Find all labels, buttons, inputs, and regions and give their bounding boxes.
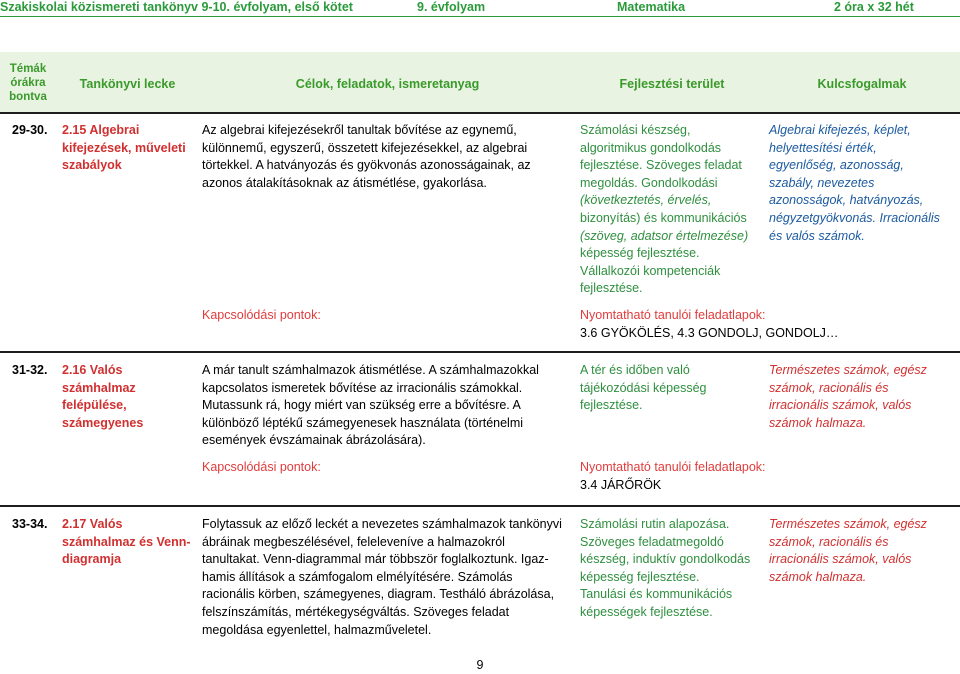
row-number: 33-34.: [12, 517, 48, 531]
page-number: 9: [476, 658, 484, 672]
subject-label: Matematika: [617, 0, 686, 14]
worksheet-items: 3.4 JÁRŐRÖK: [580, 478, 662, 492]
links-label: Kapcsolódási pontok:: [202, 460, 321, 474]
header-col-topics: Témák órákra bontva: [9, 63, 47, 103]
header-col-development: Fejlesztési terület: [619, 77, 725, 91]
goals-text: Az algebrai kifejezésekről tanultak bővítése az egynemű, különnemű, egyszerű, összetett kifejezésekkel, az algebrai törtekkel. A hatványozás és gyökvonás azonosságainak, az azonos átalakításoknak az átismétlése, gyakorlása.: [202, 123, 531, 190]
goals-text: A már tanult számhalmazok átismétlése. A számhalmazokkal kapcsolatos ismeretek bővítése az irracionális számokkal. Mutassunk rá, hogy miért van szükség erre a bővítésre. A különböző léptékű számegyenesek használata (történelmi események évszámainak ábrázolására).: [202, 363, 539, 448]
row-divider: [0, 505, 960, 507]
lesson-title: 2.15 Algebrai kifejezések, műveleti szabályok: [62, 123, 186, 173]
keywords-text: Természetes számok, egész számok, racionális és irracionális számok, valós számok halmaza.: [769, 517, 927, 584]
hours-label: 2 óra x 32 hét: [834, 0, 914, 14]
development-text: A tér és időben való tájékozódási képesség fejlesztése.: [580, 363, 707, 413]
book-title: Szakiskolai közismereti tankönyv 9-10. évfolyam, első kötet: [0, 0, 353, 14]
development-text: Számolási készség, algoritmikus gondolkodás fejlesztése. Szöveges feladat megoldás. Gondolkodási (következtetés, érvelés, bizonyítás) és kommunikációs (szöveg, adatsor értelmezése) képesség fejlesztése. Vállalkozói kompetenciák fejlesztése.: [580, 123, 749, 296]
keywords-text: Természetes számok, egész számok, racionális és irracionális számok, valós számok halmaza.: [769, 363, 927, 430]
row-number: 29-30.: [12, 123, 48, 137]
goals-text: Folytassuk az előző leckét a nevezetes számhalmazok tankönyvi ábráinak megbeszélésével, feleleveníve a halmazokról tanultakat. Venn-diagrammal már többször foglalkoztunk. Igaz- hamis állítások a számfogalom elmélyítésére. Számolás racionális körben, számegyenes, diagram. Testháló ábrázolása, felszínszámítás, mértékegységváltás. Szöveges feladat megoldása egyenlettel, halmazműveletel.: [202, 517, 562, 637]
row-number: 31-32.: [12, 363, 48, 377]
header-col-lesson: Tankönyvi lecke: [79, 77, 176, 91]
document-header: [0, 0, 960, 15]
header-rule: [0, 16, 960, 17]
worksheet-items: 3.6 GYÖKÖLÉS, 4.3 GONDOLJ, GONDOLJ…: [580, 326, 839, 340]
worksheet-label: Nyomtatható tanulói feladatlapok:: [580, 308, 766, 322]
header-divider: [0, 112, 960, 114]
row-divider: [0, 351, 960, 353]
worksheet-label: Nyomtatható tanulói feladatlapok:: [580, 460, 766, 474]
grade-label: 9. évfolyam: [417, 0, 486, 14]
development-text: Számolási rutin alapozása. Szöveges feladatmegoldó készség, induktív gondolkodás képesség fejlesztése. Tanulási és kommunikációs képességek fejlesztése.: [580, 517, 751, 619]
lesson-title: 2.16 Valós számhalmaz felépülése, számegyenes: [62, 363, 144, 430]
lesson-title: 2.17 Valós számhalmaz és Venn- diagramja: [62, 517, 191, 567]
links-label: Kapcsolódási pontok:: [202, 308, 321, 322]
header-col-keywords: Kulcsfogalmak: [817, 77, 907, 91]
keywords-text: Algebrai kifejezés, képlet, helyettesítési érték, egyenlőség, azonosság, szabály, nevezetes azonosságok, hatványozás, négyzetgyökvonás. Irracionális és valós számok.: [769, 123, 940, 243]
header-col-goals: Célok, feladatok, ismeretanyag: [295, 77, 480, 91]
